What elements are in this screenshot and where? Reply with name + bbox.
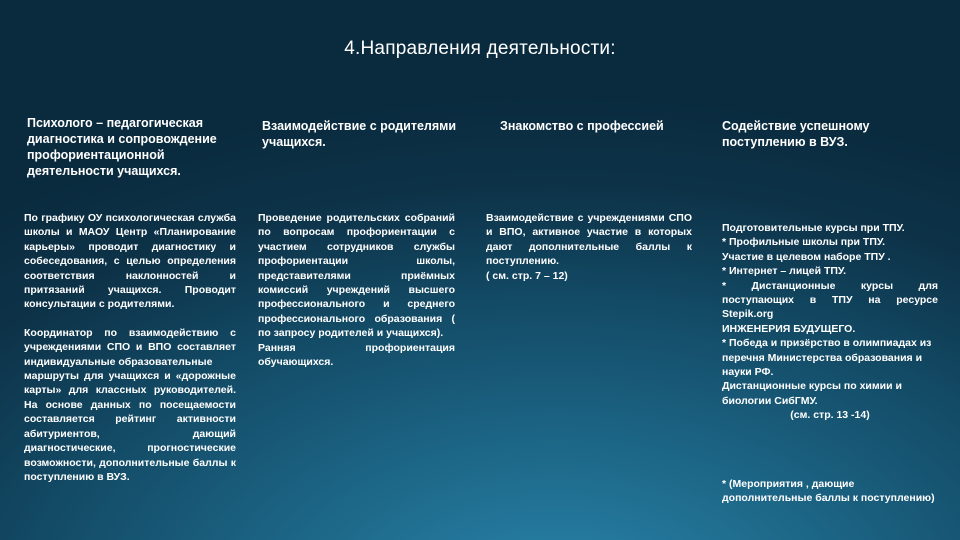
column-4-item-3: Участие в целевом наборе ТПУ . xyxy=(722,250,891,263)
column-1-heading: Психолого – педагогическая диагностика и сопровождение профориентационной деятельности учащихся. xyxy=(27,116,217,178)
column-3-paragraph-2: ( см. стр. 7 – 12) xyxy=(486,269,568,282)
column-2-paragraph-1: Проведение родительских собраний по вопросам профориентации с участием сотрудников службы профориентации школы, представителями приёмных комиссий учреждений высшего профессионального и среднего профессионального образования ( по запросу родителей и учащихся). xyxy=(258,212,455,340)
column-4-item-7: * Победа и призёрство в олимпиадах из перечня Министерства образования и науки РФ. xyxy=(722,337,932,379)
column-1-paragraph-2: Координатор по взаимодействию с учреждениями СПО и ВПО составляет индивидуальные образовательные xyxy=(24,326,236,368)
column-4-body xyxy=(722,221,938,506)
column-1-paragraph-3: маршруты для учащихся и «дорожные карты» для классных руководителей. На основе данных по посещаемости составляется рейтинг активности абитуриентов, дающий диагностические, прогностические возможности, дополнительные баллы к поступлению в ВУЗ. xyxy=(24,370,236,483)
column-4-item-8: Дистанционные курсы по химии и биологии СибГМУ. xyxy=(722,380,902,407)
column-3-heading: Знакомство с профессией xyxy=(500,119,664,133)
column-4-item-4: * Интернет – лицей ТПУ. xyxy=(722,265,847,278)
column-4-item-6: ИНЖЕНЕРИЯ БУДУЩЕГО. xyxy=(722,322,856,335)
column-4-item-10: * (Мероприятия , дающие дополнительные баллы к поступлению) xyxy=(722,477,935,505)
column-4-item-9: (см. стр. 13 -14) xyxy=(790,409,870,422)
column-3-paragraph-1: Взаимодействие с учреждениями СПО и ВПО, активное участие в которых дают дополнительные баллы к поступлению. xyxy=(486,212,692,268)
column-3-body xyxy=(486,211,692,283)
column-4-item-5: * Дистанционные курсы для поступающих в ТПУ на ресурсе Stepik.org xyxy=(722,279,938,321)
column-2-body xyxy=(258,211,455,369)
column-4-item-1: Подготовительные курсы при ТПУ. xyxy=(722,222,905,234)
column-4-heading: Содействие успешному поступлению в ВУЗ. xyxy=(722,119,870,149)
column-1-body xyxy=(24,211,236,484)
column-1-paragraph-1: По графику ОУ психологическая служба школы и МАОУ Центр «Планирование карьеры» проводит диагностику и собеседования, с целью определения соответствия наклонностей и притязаний учащихся. Проводит консультации с родителями. xyxy=(24,212,236,311)
column-2-paragraph-2: Ранняя профориентация обучающихся. xyxy=(258,341,455,369)
column-4-item-2: * Профильные школы при ТПУ. xyxy=(722,236,886,249)
slide-title: 4.Направления деятельности: xyxy=(344,38,616,59)
column-2-heading: Взаимодействие с родителями учащихся. xyxy=(262,119,457,149)
